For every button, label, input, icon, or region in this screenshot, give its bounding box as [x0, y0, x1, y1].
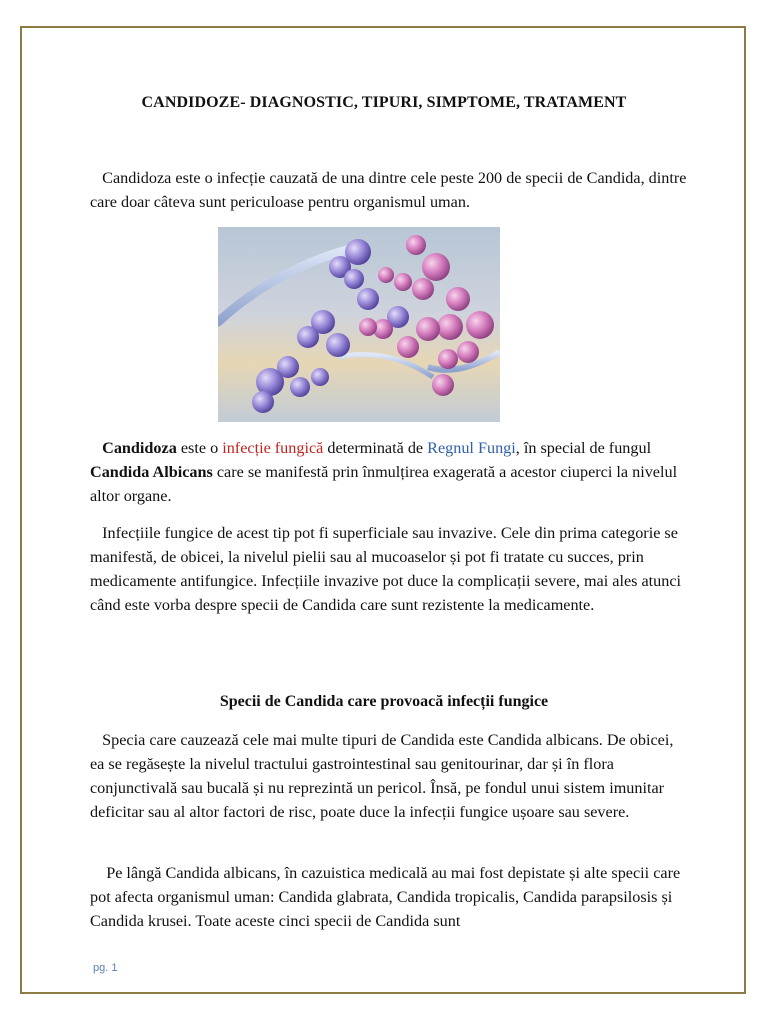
species-paragraph-1 [90, 728, 690, 824]
species-text-2: Pe lângă Candida albicans, în cazuistica medicală au mai fost depistate și alte specii care pot afecta organismul uman: Candida glabrata, Candida tropicalis, Candida parapsilosis și Candida krusei. Toate aceste cinci specii de Candida sunt [90, 864, 681, 930]
intro-text: Candidoza este o infecție cauzată de una dintre cele peste 200 de specii de Candida, dintre care doar câteva sunt periculoase pentru organismul uman. [90, 169, 687, 211]
term-candidoza: Candidoza [102, 439, 177, 457]
species-text-1: Specia care cauzează cele mai multe tipuri de Candida este Candida albicans. De obicei, ea se regăsește la nivelul tractului gastrointestinal sau genitourinar, dar și în flora conjunctivală sau bucală și nu reprezintă un pericol. Însă, pe fondul unui sistem imunitar deficitar sau al altor factori de risc, poate duce la infecții fungice ușoare sau severe. [90, 731, 674, 821]
text-fragment: , în special de fungul [515, 439, 652, 457]
text-fragment: care se manifestă prin înmulțirea exagerată a acestor ciuperci la nivelul altor organe. [90, 463, 678, 505]
text-fragment: determinată de [323, 439, 428, 457]
infection-types-paragraph [90, 521, 690, 617]
term-candida-albicans: Candida Albicans [90, 463, 213, 481]
species-paragraph-2 [90, 861, 690, 933]
intro-paragraph [90, 166, 690, 214]
link-infectie-fungica[interactable]: infecție fungică [222, 439, 324, 457]
section-heading: Specii de Candida care provoacă infecții fungice [219, 693, 549, 710]
document-title: CANDIDOZE- DIAGNOSTIC, TIPURI, SIMPTOME, TRATAMENT [141, 94, 627, 111]
page-number: pg. 1 [93, 962, 118, 974]
candidoza-definition-paragraph [90, 436, 690, 508]
candida-image [218, 227, 500, 422]
text-fragment: este o [176, 439, 223, 457]
link-regnul-fungi[interactable]: Regnul Fungi [427, 439, 516, 457]
infection-types-text: Infecțiile fungice de acest tip pot fi superficiale sau invazive. Cele din prima categorie se manifestă, de obicei, la nivelul pielii sau al mucoaselor și pot fi tratate cu succes, prin medicamente antifungice. Infecțiile invazive pot duce la complicații severe, mai ales atunci când este vorba despre specii de Candida care sunt rezistente la medicamente. [90, 524, 682, 614]
